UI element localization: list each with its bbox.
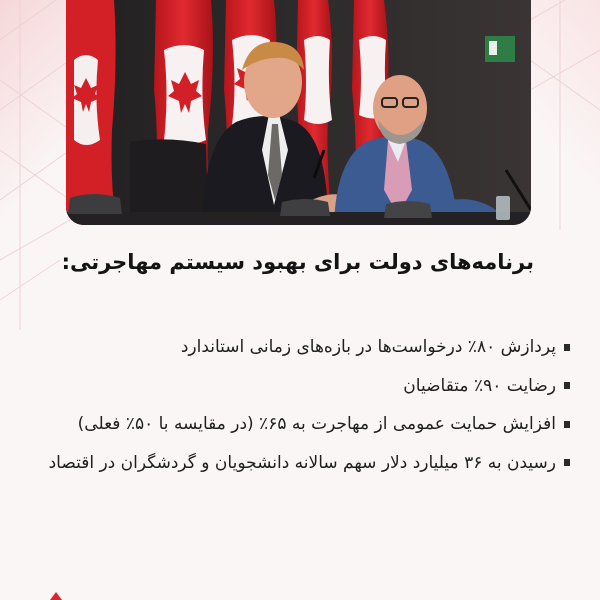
bullet-list: [40, 328, 570, 482]
page-title: برنامه‌های دولت برای بهبود سیستم مهاجرتی:: [61, 250, 534, 274]
canada-flag-1: [66, 0, 116, 225]
square-bullet-icon: [564, 344, 570, 351]
list-item-text: رضایت ۹۰٪ متقاضیان: [403, 375, 556, 396]
square-bullet-icon: [564, 459, 570, 466]
list-item-text: رسیدن به ۳۶ میلیارد دلار سهم سالانه دانشجویان و گردشگران در اقتصاد: [48, 452, 556, 473]
list-item: [40, 367, 570, 406]
list-item: [40, 328, 570, 367]
list-item-text: پردازش ۸۰٪ درخواست‌ها در بازه‌های زمانی استاندارد: [180, 337, 556, 357]
square-bullet-icon: [564, 421, 570, 428]
list-item-text: افزایش حمایت عمومی از مهاجرت به ۶۵٪ (در مقایسه با ۵۰٪ فعلی): [77, 414, 556, 434]
list-item: [40, 444, 570, 483]
square-bullet-icon: [564, 382, 570, 389]
press-conference-photo: [66, 0, 531, 225]
list-item: [40, 405, 570, 444]
